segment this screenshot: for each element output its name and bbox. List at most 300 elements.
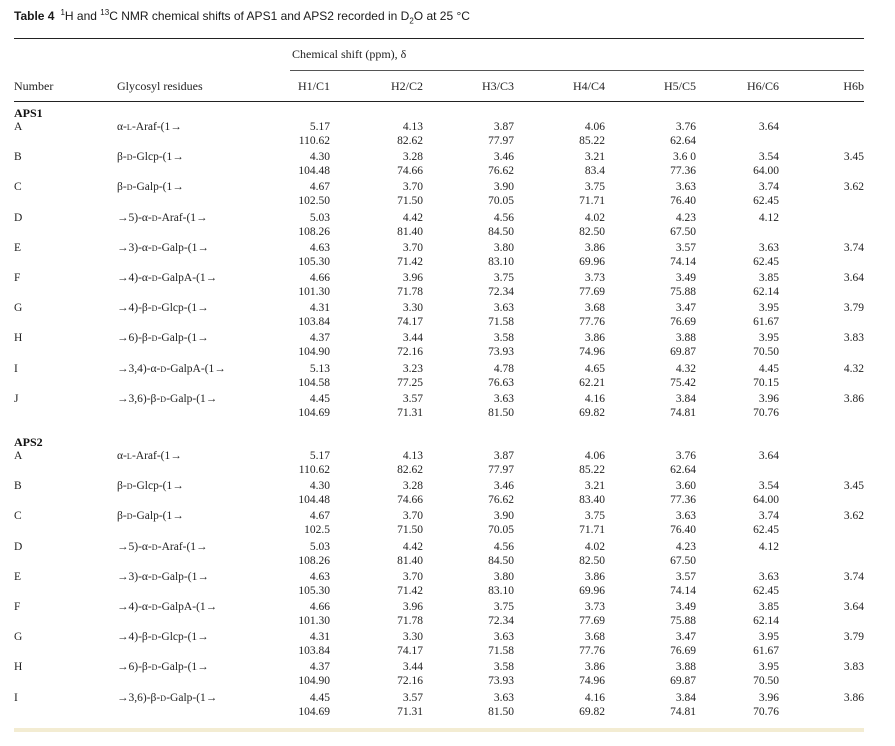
column-header-h5-c5: H5/C5 <box>663 79 696 93</box>
proton-shift: 4.42 <box>402 211 423 224</box>
residue-suffix: -Araf-(1→ <box>131 450 182 462</box>
carbon-shift: 76.69 <box>670 645 696 658</box>
carbon-shift: 104.69 <box>298 705 330 718</box>
carbon-shift: 108.26 <box>298 554 330 567</box>
carbon-shift: 85.22 <box>579 464 605 476</box>
proton-shift: 4.02 <box>584 211 605 224</box>
proton-shift: 3.86 <box>843 392 864 405</box>
residue-configuration: D <box>151 243 158 253</box>
carbon-shift: 62.64 <box>670 135 696 147</box>
residue-id: G <box>14 302 23 315</box>
residue-suffix: -Galp-(1→ <box>157 332 209 345</box>
carbon-shift: 77.97 <box>488 135 514 147</box>
carbon-shift: 73.93 <box>488 675 514 688</box>
proton-shift: 3.86 <box>584 661 605 674</box>
residue-suffix: -GalpA-(1→ <box>157 272 218 284</box>
proton-shift: 4.30 <box>309 480 330 493</box>
glycosyl-residue <box>117 241 209 256</box>
proton-shift: 3.79 <box>843 302 864 315</box>
carbon-shift: 71.71 <box>579 524 605 537</box>
proton-shift: 4.16 <box>584 392 605 405</box>
residue-suffix: -Araf-(1→ <box>157 211 208 224</box>
residue-configuration: D <box>151 633 158 643</box>
carbon-shift: 104.90 <box>298 346 330 359</box>
proton-shift: 3.95 <box>758 631 779 644</box>
proton-shift: 3.6 0 <box>673 151 696 164</box>
carbon-shift: 81.50 <box>488 406 514 419</box>
proton-shift: 3.30 <box>402 302 423 315</box>
proton-shift: 3.46 <box>493 480 514 493</box>
residue-prefix: β- <box>117 510 127 523</box>
carbon-shift: 71.78 <box>397 615 423 627</box>
carbon-shift: 62.14 <box>753 615 779 627</box>
proton-shift: 3.75 <box>584 510 605 523</box>
carbon-shift: 76.62 <box>488 165 514 178</box>
carbon-shift: 62.64 <box>670 464 696 476</box>
proton-shift: 3.88 <box>675 661 696 674</box>
residue-prefix: →3)-α- <box>117 241 152 254</box>
proton-shift: 4.23 <box>675 211 696 224</box>
proton-shift: 5.03 <box>309 211 330 224</box>
glycosyl-residue <box>117 301 209 316</box>
carbon-shift: 102.50 <box>298 195 330 208</box>
carbon-shift: 64.00 <box>753 165 779 178</box>
proton-shift: 3.84 <box>675 691 696 704</box>
proton-shift: 3.68 <box>584 302 605 315</box>
carbon-shift: 82.62 <box>397 135 423 147</box>
carbon-shift: 75.88 <box>670 615 696 627</box>
table-caption <box>14 8 470 25</box>
residue-configuration: D <box>126 153 133 163</box>
proton-shift: 3.68 <box>584 631 605 644</box>
proton-shift: 3.74 <box>758 181 779 194</box>
carbon-shift: 73.93 <box>488 346 514 359</box>
carbon-shift: 72.16 <box>397 675 423 688</box>
carbon-shift: 82.50 <box>579 225 605 238</box>
proton-shift: 3.46 <box>493 151 514 164</box>
carbon-shift: 77.76 <box>579 316 605 329</box>
proton-shift: 3.96 <box>758 691 779 704</box>
carbon-shift: 75.42 <box>670 376 696 389</box>
proton-shift: 4.16 <box>584 691 605 704</box>
carbon-shift: 76.69 <box>670 316 696 329</box>
carbon-shift: 62.45 <box>753 195 779 208</box>
proton-shift: 3.21 <box>584 151 605 164</box>
proton-shift: 4.42 <box>402 540 423 553</box>
carbon-shift: 61.67 <box>753 645 779 658</box>
glycosyl-residue <box>117 691 217 706</box>
residue-prefix: →5)-α- <box>117 211 152 224</box>
carbon-shift: 110.62 <box>298 135 330 147</box>
residue-id: B <box>14 480 22 493</box>
carbon-shift: 74.14 <box>670 584 696 597</box>
proton-shift: 3.64 <box>758 450 779 462</box>
residue-suffix: -Galp-(1→ <box>157 570 209 583</box>
carbon-shift: 70.50 <box>753 346 779 359</box>
proton-shift: 3.75 <box>584 181 605 194</box>
proton-shift: 3.83 <box>843 332 864 345</box>
carbon-shift: 77.97 <box>488 464 514 476</box>
bottom-bar <box>14 728 864 732</box>
carbon-shift: 77.76 <box>579 645 605 658</box>
proton-shift: 3.54 <box>758 480 779 493</box>
residue-configuration: D <box>151 304 158 314</box>
proton-shift: 4.32 <box>675 362 696 375</box>
residue-prefix: β- <box>117 480 127 493</box>
header-number: Number <box>14 79 54 93</box>
proton-shift: 4.32 <box>843 362 864 375</box>
residue-prefix: →3,6)-β- <box>117 392 161 405</box>
carbon-shift: 69.96 <box>579 255 605 268</box>
carbon-shift: 76.40 <box>670 524 696 537</box>
carbon-shift: 83.4 <box>584 165 605 178</box>
residue-suffix: -GalpA-(1→ <box>157 601 218 613</box>
glycosyl-residue <box>117 120 182 135</box>
carbon-shift: 71.58 <box>488 645 514 658</box>
proton-shift: 3.79 <box>843 631 864 644</box>
header-residues: Glycosyl residues <box>117 79 203 93</box>
proton-shift: 4.67 <box>309 510 330 523</box>
proton-shift: 3.63 <box>675 510 696 523</box>
carbon-shift: 71.42 <box>397 584 423 597</box>
carbon-shift: 64.00 <box>753 494 779 507</box>
proton-shift: 3.96 <box>402 601 423 613</box>
carbon-shift: 83.10 <box>488 255 514 268</box>
proton-shift: 3.63 <box>493 631 514 644</box>
carbon-shift: 70.15 <box>753 376 779 389</box>
header-rule <box>14 101 864 102</box>
carbon-shift: 70.05 <box>488 524 514 537</box>
carbon-shift: 71.31 <box>397 705 423 718</box>
carbon-shift: 104.69 <box>298 406 330 419</box>
residue-suffix: -Glcp-(1→ <box>157 631 209 644</box>
carbon-shift: 74.96 <box>579 346 605 359</box>
carbon-shift: 74.96 <box>579 675 605 688</box>
carbon-shift: 76.40 <box>670 195 696 208</box>
proton-shift: 3.85 <box>758 601 779 613</box>
proton-shift: 4.63 <box>309 241 330 254</box>
carbon-shift: 71.50 <box>397 195 423 208</box>
proton-shift: 3.85 <box>758 272 779 284</box>
residue-suffix: -Glcp-(1→ <box>132 480 184 493</box>
proton-shift: 3.74 <box>843 570 864 583</box>
proton-shift: 3.62 <box>843 510 864 523</box>
proton-shift: 4.56 <box>493 540 514 553</box>
residue-id: A <box>14 450 23 462</box>
carbon-shift: 71.50 <box>397 524 423 537</box>
residue-prefix: →6)-β- <box>117 661 152 674</box>
residue-configuration: D <box>126 183 133 193</box>
carbon-shift: 72.34 <box>488 286 514 298</box>
proton-shift: 3.70 <box>402 241 423 254</box>
carbon-shift: 81.50 <box>488 705 514 718</box>
carbon-shift: 70.76 <box>753 406 779 419</box>
carbon-shift: 71.71 <box>579 195 605 208</box>
proton-shift: 4.78 <box>493 362 514 375</box>
proton-shift: 3.49 <box>675 272 696 284</box>
carbon-shift: 77.36 <box>670 165 696 178</box>
proton-shift: 3.95 <box>758 332 779 345</box>
proton-shift: 3.47 <box>675 302 696 315</box>
proton-shift: 3.95 <box>758 302 779 315</box>
proton-shift: 3.44 <box>402 332 423 345</box>
proton-shift: 3.87 <box>493 121 514 133</box>
carbon-shift: 82.62 <box>397 464 423 476</box>
proton-shift: 4.31 <box>309 302 330 315</box>
proton-shift: 4.66 <box>309 601 330 613</box>
table-label: Table 4 <box>14 9 55 23</box>
carbon-shift: 69.82 <box>579 705 605 718</box>
proton-shift: 5.17 <box>309 450 330 462</box>
residue-id: E <box>14 241 22 254</box>
proton-shift: 3.45 <box>843 480 864 493</box>
residue-configuration: D <box>126 482 133 492</box>
residue-configuration: D <box>126 512 133 522</box>
section-label-aps2: APS2 <box>14 435 43 449</box>
residue-suffix: -Galp-(1→ <box>166 691 218 704</box>
carbon-shift: 74.66 <box>397 165 423 178</box>
proton-shift: 3.21 <box>584 480 605 493</box>
carbon-shift: 67.50 <box>670 554 696 567</box>
carbon-shift: 62.45 <box>753 255 779 268</box>
glycosyl-residue <box>117 331 209 346</box>
proton-shift: 3.30 <box>402 631 423 644</box>
proton-shift: 4.06 <box>584 450 605 462</box>
section-label-aps1: APS1 <box>14 106 43 120</box>
proton-shift: 4.30 <box>309 151 330 164</box>
residue-prefix: →3,4)-α- <box>117 362 161 375</box>
proton-shift: 3.86 <box>584 241 605 254</box>
proton-shift: 4.65 <box>584 362 605 375</box>
column-header-h3-c3: H3/C3 <box>481 79 514 93</box>
proton-shift: 3.44 <box>402 661 423 674</box>
proton-shift: 3.75 <box>493 601 514 613</box>
proton-shift: 3.28 <box>402 151 423 164</box>
residue-configuration: D <box>151 572 158 582</box>
carbon-shift: 82.50 <box>579 554 605 567</box>
carbon-shift: 77.69 <box>579 286 605 298</box>
proton-shift: 3.86 <box>584 570 605 583</box>
column-header-h6b: H6b <box>843 79 864 93</box>
residue-prefix: α- <box>117 450 127 462</box>
group-rule <box>290 70 864 71</box>
residue-prefix: α- <box>117 121 127 133</box>
column-header-h2-c2: H2/C2 <box>390 79 423 93</box>
residue-prefix: →6)-β- <box>117 332 152 345</box>
proton-shift: 3.83 <box>843 661 864 674</box>
glycosyl-residue <box>117 570 209 585</box>
proton-shift: 4.37 <box>309 332 330 345</box>
proton-shift: 3.73 <box>584 272 605 284</box>
residue-id: D <box>14 211 23 224</box>
residue-prefix: →4)-β- <box>117 631 152 644</box>
proton-shift: 4.23 <box>675 540 696 553</box>
proton-shift: 3.86 <box>584 332 605 345</box>
proton-shift: 3.73 <box>584 601 605 613</box>
glycosyl-residue <box>117 540 208 555</box>
proton-shift: 4.12 <box>758 540 779 553</box>
residue-prefix: →4)-α- <box>117 601 152 613</box>
proton-shift: 3.58 <box>493 661 514 674</box>
column-header-h1-c1: H1/C1 <box>297 79 330 93</box>
residue-id: D <box>14 540 23 553</box>
carbon-shift: 69.82 <box>579 406 605 419</box>
residue-prefix: →3,6)-β- <box>117 691 161 704</box>
carbon-shift: 104.90 <box>298 675 330 688</box>
carbon-shift: 74.81 <box>670 406 696 419</box>
glycosyl-residue <box>117 660 209 675</box>
carbon-shift: 104.48 <box>298 494 330 507</box>
proton-shift: 3.80 <box>493 570 514 583</box>
carbon-shift: 104.58 <box>298 376 330 389</box>
residue-configuration: D <box>160 693 167 703</box>
carbon-shift: 67.50 <box>670 225 696 238</box>
residue-prefix: →4)-β- <box>117 302 152 315</box>
proton-shift: 5.13 <box>309 362 330 375</box>
carbon-shift: 62.21 <box>579 376 605 389</box>
proton-shift: 3.63 <box>493 302 514 315</box>
proton-shift: 3.57 <box>675 570 696 583</box>
carbon-shift: 103.84 <box>298 316 330 329</box>
residue-configuration: D <box>151 334 158 344</box>
proton-shift: 3.63 <box>675 181 696 194</box>
glycosyl-residue <box>117 630 209 645</box>
proton-shift: 3.54 <box>758 151 779 164</box>
residue-suffix: -Galp-(1→ <box>166 392 218 405</box>
residue-configuration: D <box>160 394 167 404</box>
proton-shift: 3.80 <box>493 241 514 254</box>
residue-prefix: →4)-α- <box>117 272 152 284</box>
carbon-shift: 69.96 <box>579 584 605 597</box>
residue-suffix: -Galp-(1→ <box>157 661 209 674</box>
proton-shift: 4.12 <box>758 211 779 224</box>
carbon-shift: 69.87 <box>670 675 696 688</box>
residue-id: I <box>14 691 18 704</box>
carbon-shift: 74.17 <box>397 316 423 329</box>
proton-shift: 3.63 <box>493 691 514 704</box>
caption-sup-c: 13 <box>100 8 110 17</box>
proton-shift: 3.95 <box>758 661 779 674</box>
proton-shift: 4.63 <box>309 570 330 583</box>
proton-shift: 3.57 <box>402 392 423 405</box>
residue-id: F <box>14 601 21 613</box>
proton-shift: 3.63 <box>758 570 779 583</box>
carbon-shift: 62.14 <box>753 286 779 298</box>
carbon-shift: 84.50 <box>488 225 514 238</box>
residue-suffix: -Galp-(1→ <box>132 181 184 194</box>
proton-shift: 3.86 <box>843 691 864 704</box>
carbon-shift: 71.58 <box>488 316 514 329</box>
residue-id: I <box>14 362 18 375</box>
glycosyl-residue <box>117 392 217 407</box>
residue-configuration: L <box>126 123 132 132</box>
residue-suffix: -Glcp-(1→ <box>132 151 184 164</box>
proton-shift: 4.45 <box>309 392 330 405</box>
carbon-shift: 104.48 <box>298 165 330 178</box>
proton-shift: 3.96 <box>402 272 423 284</box>
chemical-shift-header: Chemical shift (ppm), δ <box>292 47 407 61</box>
residue-id: H <box>14 661 23 674</box>
column-header-h6-c6: H6/C6 <box>746 79 779 93</box>
proton-shift: 4.66 <box>309 272 330 284</box>
proton-shift: 3.70 <box>402 570 423 583</box>
carbon-shift: 72.16 <box>397 346 423 359</box>
proton-shift: 3.60 <box>675 480 696 493</box>
column-header-h4-c4: H4/C4 <box>572 79 605 93</box>
carbon-shift: 85.22 <box>579 135 605 147</box>
glycosyl-residue <box>117 509 184 524</box>
carbon-shift: 74.17 <box>397 645 423 658</box>
proton-shift: 3.64 <box>843 601 864 613</box>
caption-sup-h: 1 <box>60 8 65 17</box>
carbon-shift: 77.25 <box>397 376 423 389</box>
residue-suffix: -Galp-(1→ <box>132 510 184 523</box>
caption-text-suffix: O at 25 °C <box>413 9 470 23</box>
residue-configuration: D <box>151 603 158 612</box>
proton-shift: 3.64 <box>843 272 864 284</box>
carbon-shift: 71.42 <box>397 255 423 268</box>
proton-shift: 3.58 <box>493 332 514 345</box>
residue-configuration: L <box>126 452 132 461</box>
proton-shift: 4.13 <box>402 450 423 462</box>
proton-shift: 3.88 <box>675 332 696 345</box>
carbon-shift: 70.50 <box>753 675 779 688</box>
proton-shift: 3.74 <box>758 510 779 523</box>
carbon-shift: 69.87 <box>670 346 696 359</box>
glycosyl-residue <box>117 180 184 195</box>
carbon-shift: 61.67 <box>753 316 779 329</box>
proton-shift: 3.47 <box>675 631 696 644</box>
carbon-shift: 76.63 <box>488 376 514 389</box>
residue-configuration: D <box>151 663 158 673</box>
carbon-shift: 77.69 <box>579 615 605 627</box>
residue-id: B <box>14 151 22 164</box>
residue-suffix: -Galp-(1→ <box>157 241 209 254</box>
proton-shift: 4.67 <box>309 181 330 194</box>
carbon-shift: 74.66 <box>397 494 423 507</box>
residue-id: C <box>14 510 22 523</box>
residue-prefix: β- <box>117 181 127 194</box>
carbon-shift: 105.30 <box>298 584 330 597</box>
residue-id: H <box>14 332 23 345</box>
proton-shift: 4.45 <box>309 691 330 704</box>
residue-suffix: -Glcp-(1→ <box>157 302 209 315</box>
proton-shift: 3.70 <box>402 181 423 194</box>
proton-shift: 3.45 <box>843 151 864 164</box>
proton-shift: 3.87 <box>493 450 514 462</box>
residue-id: E <box>14 570 22 583</box>
residue-prefix: →3)-α- <box>117 570 152 583</box>
carbon-shift: 75.88 <box>670 286 696 298</box>
glycosyl-residue <box>117 449 182 464</box>
glycosyl-residue <box>117 600 217 615</box>
carbon-shift: 81.40 <box>397 225 423 238</box>
proton-shift: 3.23 <box>402 362 423 375</box>
carbon-shift: 77.36 <box>670 494 696 507</box>
residue-id: C <box>14 181 22 194</box>
proton-shift: 5.17 <box>309 121 330 133</box>
carbon-shift: 70.05 <box>488 195 514 208</box>
glycosyl-residue <box>117 211 208 226</box>
carbon-shift: 81.40 <box>397 554 423 567</box>
proton-shift: 3.64 <box>758 121 779 133</box>
proton-shift: 4.31 <box>309 631 330 644</box>
residue-id: J <box>14 392 19 405</box>
carbon-shift: 71.78 <box>397 286 423 298</box>
glycosyl-residue <box>117 271 217 286</box>
carbon-shift: 74.81 <box>670 705 696 718</box>
carbon-shift: 72.34 <box>488 615 514 627</box>
